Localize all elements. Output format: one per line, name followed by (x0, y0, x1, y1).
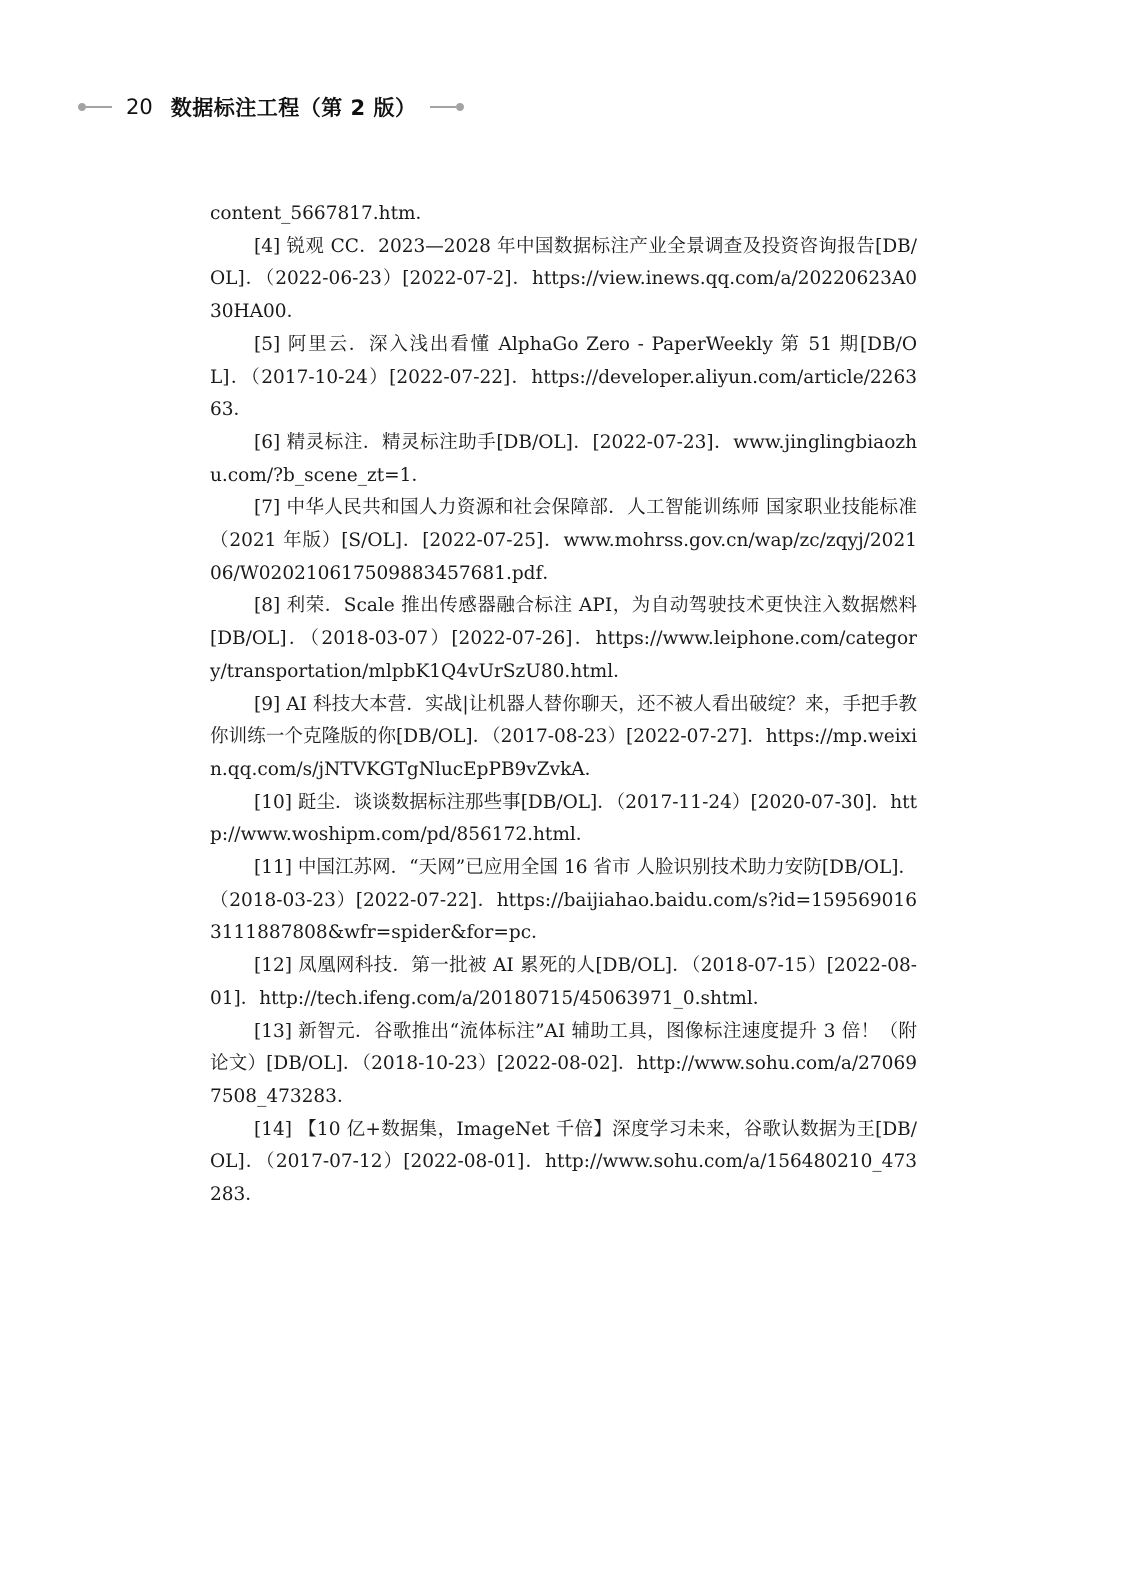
reference-item: [11] 中国江苏网．“天网”已应用全国 16 省市 人脸识别技术助力安防[DB/OL]．（2018-03-23）[2022-07-22]．https://baijiahao.baidu.com/s?id=1595690163111887808&wfr=spider&for=pc． (210, 857, 917, 944)
reference-item: [6] 精灵标注．精灵标注助手[DB/OL]．[2022-07-23]．www.jinglingbiaozhu.com/?b_scene_zt=1． (210, 431, 917, 486)
ornament-dot (78, 103, 86, 111)
reference-list (210, 198, 917, 1212)
running-header (78, 92, 464, 122)
reference-continuation: content_5667817.htm． (210, 203, 435, 224)
reference-item: [12] 凤凰网科技．第一批被 AI 累死的人[DB/OL]．（2018-07-15）[2022-08-01]．http://tech.ifeng.com/a/20180715/45063971_0.shtml． (210, 955, 917, 1009)
header-right-ornament (430, 103, 464, 111)
ornament-line (86, 106, 112, 108)
ornament-dot (456, 103, 464, 111)
reference-item: [7] 中华人民共和国人力资源和社会保障部．人工智能训练师 国家职业技能标准（2021 年版）[S/OL]．[2022-07-25]．www.mohrss.gov.cn/wap/zc/zqyj/202106/W020210617509883457681.pdf． (210, 497, 917, 584)
page-number: 20 (126, 95, 153, 119)
reference-item: [8] 利荣．Scale 推出传感器融合标注 API，为自动驾驶技术更快注入数据燃料[DB/OL]．（2018-03-07）[2022-07-26]．https://www.leiphone.com/category/transportation/mlpbK1Q4vUrSzU80.html． (210, 595, 917, 682)
reference-item: [10] 跹尘．谈谈数据标注那些事[DB/OL]．（2017-11-24）[2020-07-30]．http://www.woshipm.com/pd/856172.html． (210, 791, 917, 846)
ornament-line (430, 106, 456, 108)
header-left-ornament (78, 103, 112, 111)
reference-item: [5] 阿里云．深入浅出看懂 AlphaGo Zero - PaperWeekly 第 51 期[DB/OL]．（2017-10-24）[2022-07-22]．https://developer.aliyun.com/article/226363． (210, 333, 917, 421)
book-title: 数据标注工程（第 2 版） (170, 96, 417, 120)
reference-item: [13] 新智元．谷歌推出“流体标注”AI 辅助工具，图像标注速度提升 3 倍！（附论文）[DB/OL]．（2018-10-23）[2022-08-02]．http://www.sohu.com/a/270697508_473283． (210, 1020, 917, 1107)
reference-item: [4] 锐观 CC．2023—2028 年中国数据标注产业全景调查及投资咨询报告[DB/OL]．（2022-06-23）[2022-07-2]．https://view.inews.qq.com/a/20220623A030HA00． (210, 235, 917, 323)
reference-item: [14] 【10 亿+数据集，ImageNet 千倍】深度学习未来，谷歌认数据为王[DB/OL]．（2017-07-12）[2022-08-01]．http://www.sohu.com/a/156480210_473283． (210, 1118, 917, 1206)
reference-item: [9] AI 科技大本营．实战|让机器人替你聊天，还不被人看出破绽？来，手把手教你训练一个克隆版的你[DB/OL]．（2017-08-23）[2022-07-27]．https://mp.weixin.qq.com/s/jNTVKGTgNlucEpPB9vZvkA． (210, 693, 917, 780)
